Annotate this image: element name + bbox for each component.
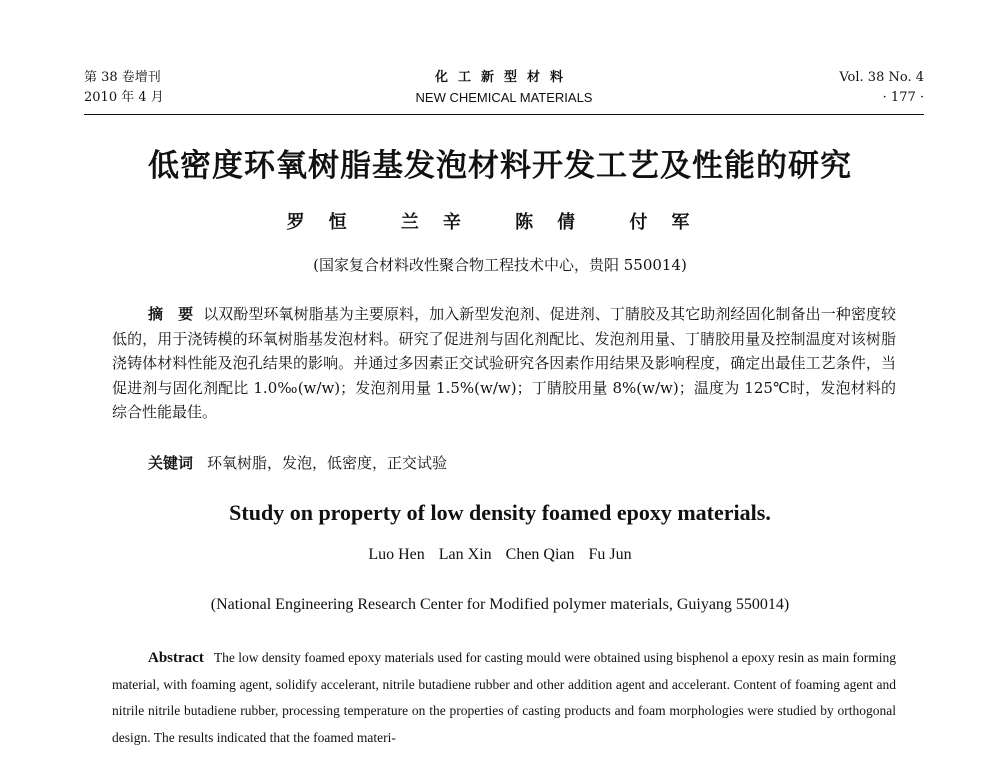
date-line: 2010 年 4 月 [84,90,164,105]
paper-title-en: Study on property of low density foamed epoxy materials. [229,500,771,525]
journal-name [84,68,924,108]
author-en: Fu Jun [588,546,632,563]
author-list-cn [0,208,1000,234]
vol-no-line: Vol. 38 No. 4 [839,70,924,85]
affiliation-en: (National Engineering Research Center for Modified polymer materials, Guiyang 550014) [210,596,790,613]
author-cn: 兰辛 [400,212,485,233]
author-en: Lan Xin [438,546,492,563]
journal-name-cn: 化工新型材料 [434,70,573,85]
author-cn: 付军 [629,212,714,233]
author-en: Chen Qian [505,546,575,563]
author-cn: 罗恒 [286,212,371,233]
author-list-en [0,546,1000,564]
journal-issue-info [839,68,924,108]
abstract-en [112,645,896,751]
volume-line: 第 38 卷增刊 [84,70,161,85]
affiliation-cn: (国家复合材料改性聚合物工程技术中心，贵阳 550014) [313,256,687,274]
running-header [84,68,924,110]
abstract-cn [112,302,896,425]
abstract-en-label: Abstract [148,650,204,666]
author-en: Luo Hen [368,546,425,563]
keywords-cn-label: 关键词 [148,454,194,472]
abstract-cn-label: 摘 要 [148,305,194,323]
abstract-cn-text: 以双酚型环氧树脂基为主要原料，加入新型发泡剂、促进剂、丁腈胶及其它助剂经固化制备出一种密度较低的，用于浇铸模的环氧树脂基发泡材料。研究了促进剂与固化剂配比、发泡剂用量、丁腈胶用量及控制温度对该树脂浇铸体材料性能及泡孔结果的影响。并通过多因素正交试验研究各因素作用结果及影响程度，确定出最佳工艺条件，当促进剂与固化剂配比 1.0‰(w/w)；发泡剂用量 1.5%(w/w)；丁腈胶用量 8%(w/w)；温度为 125℃时，发泡材料的综合性能最佳。 [112,305,896,421]
keywords-cn [148,452,447,473]
page-number: · 177 · [882,90,924,105]
header-rule [84,114,924,115]
keywords-cn-text: 环氧树脂，发泡，低密度，正交试验 [207,454,448,472]
abstract-en-text: The low density foamed epoxy materials used for casting mould were obtained using bisphenol a epoxy resin as main forming material, with foaming agent, solidify accelerant, nitrile butadiene rubber and other addition agent and accelerant. Content of foaming agent and nitrile nitrile butadiene rubber, processing temperature on the properties of casting products and foam morphologies were studied by orthogonal design. The results indicated that the foamed materi- [112,650,896,745]
author-cn: 陈倩 [515,212,600,233]
paper-title-cn: 低密度环氧树脂基发泡材料开发工艺及性能的研究 [148,148,852,184]
journal-name-en: NEW CHEMICAL MATERIALS [415,90,593,105]
